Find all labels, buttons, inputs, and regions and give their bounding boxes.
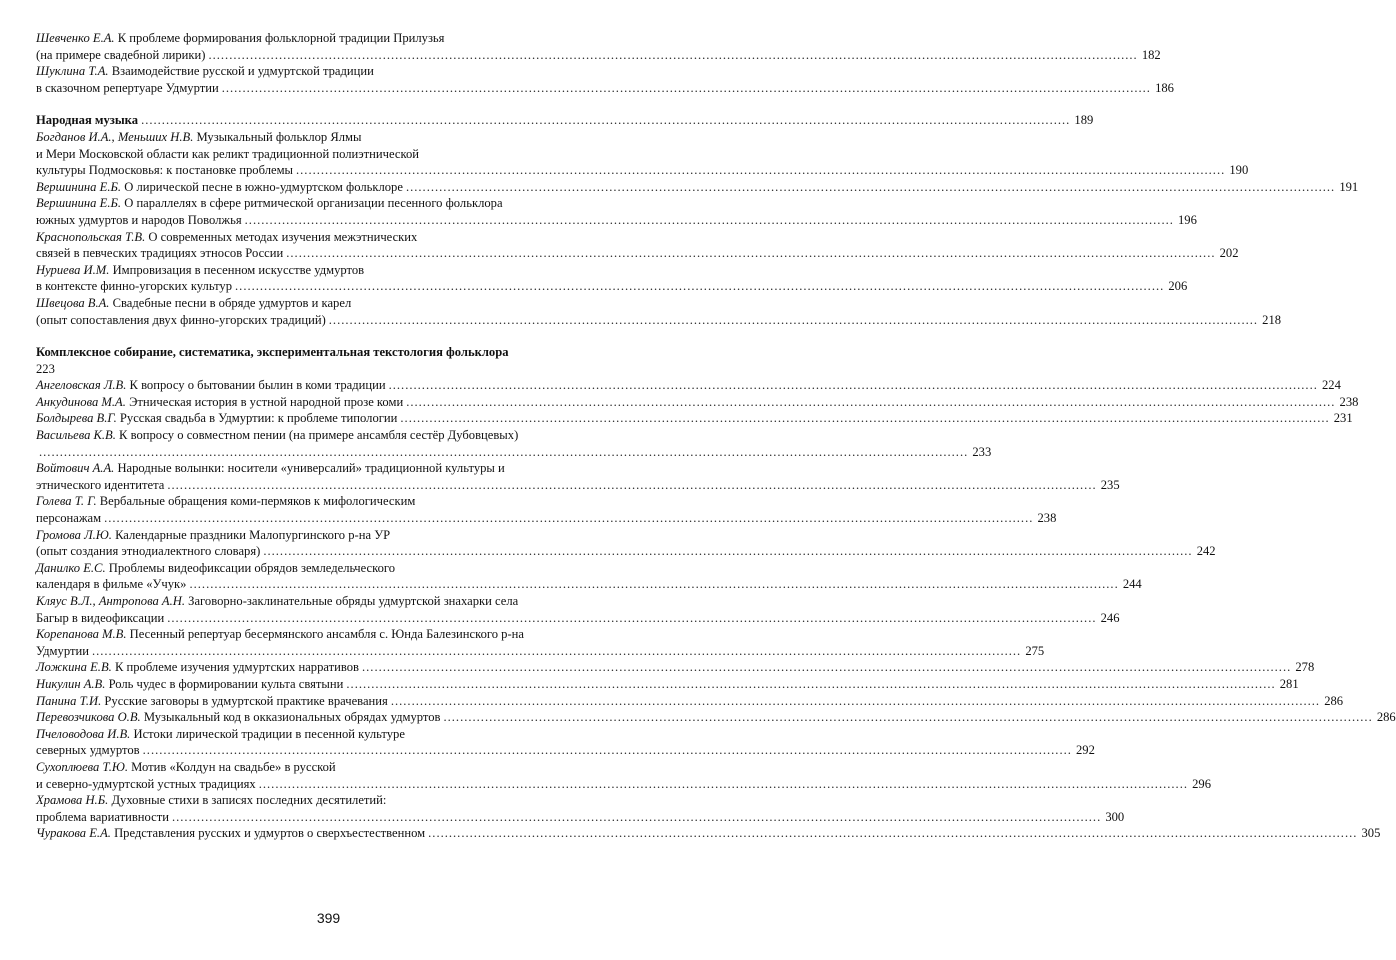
entry-text xyxy=(36,627,524,641)
entry-title-part: Импровизация в песенном искусстве удмуртов xyxy=(112,262,365,277)
entry-text xyxy=(36,230,417,244)
toc-entry-line xyxy=(36,444,992,461)
entry-text xyxy=(36,461,505,475)
entry-text xyxy=(36,312,326,329)
toc-entry xyxy=(36,229,1239,262)
entry-title-part: Музыкальный код в окказиональных обрядах удмуртов xyxy=(143,710,441,725)
toc-entry-line xyxy=(36,427,608,444)
toc-entry-line xyxy=(36,129,608,146)
entry-author: Кляус В.Л., Антропова А.Н. xyxy=(36,594,185,608)
entry-author: Швецова В.А. xyxy=(36,295,110,310)
entry-text xyxy=(36,296,351,310)
entry-author: Вершинина Е.Б. xyxy=(36,196,122,211)
entry-title-part: Этническая история в устной народной прозе коми xyxy=(129,394,404,409)
entry-title-part: К проблеме формирования фольклорной традиции Прилузья xyxy=(117,31,445,45)
entry-page: 238 xyxy=(1339,394,1359,409)
entry-page: 278 xyxy=(1295,660,1315,675)
toc-entry-line xyxy=(36,676,1299,693)
entry-title-part: Взаимодействие русской и удмуртской традиции xyxy=(111,64,374,79)
entry-text xyxy=(36,760,336,774)
toc-entry-line xyxy=(36,610,1120,627)
entry-text xyxy=(36,428,518,442)
entry-title-part: Духовные стихи в записях последних десятилетий: xyxy=(111,793,387,808)
toc-entry-line xyxy=(36,543,1216,560)
entry-text xyxy=(36,494,415,508)
entry-author: Пчеловодова И.В. xyxy=(36,726,131,741)
entry-author: Данилко Е.С. xyxy=(36,560,106,575)
entry-title-part: Проблемы видеофиксации обрядов земледельческого xyxy=(108,560,396,575)
section-title: Комплексное собирание, систематика, экспериментальная текстология фольклора xyxy=(36,345,509,360)
entry-title-part: К вопросу о совместном пении (на примере ансамбля сестёр Дубовцевых) xyxy=(119,428,519,443)
toc-entry xyxy=(36,460,1120,493)
toc-entry-line xyxy=(36,394,1359,411)
toc-entry xyxy=(36,825,1381,842)
toc-entry-line xyxy=(36,80,1174,97)
entry-text xyxy=(36,594,518,608)
toc-entry-line xyxy=(36,47,1161,64)
toc-entry xyxy=(36,195,1197,228)
entry-author: Перевозчикова О.В. xyxy=(36,710,141,725)
leader-dots xyxy=(346,676,1275,693)
toc-entry xyxy=(36,726,1095,759)
entry-text xyxy=(36,510,101,527)
entry-title-part: связей в певческих традициях этносов России xyxy=(36,246,284,261)
entry-text xyxy=(36,179,403,196)
entry-author: Анкудинова М.А. xyxy=(36,394,126,409)
entry-author: Болдырева В.Г. xyxy=(36,411,117,426)
toc-entry xyxy=(36,759,1211,792)
toc-entry xyxy=(36,626,1045,659)
entry-page: 300 xyxy=(1105,809,1125,824)
entry-page: 233 xyxy=(972,444,992,459)
section-title: Народная музыка xyxy=(36,113,139,128)
entry-text xyxy=(36,543,260,560)
toc-entry xyxy=(36,792,1125,825)
toc-entry-line xyxy=(36,493,608,510)
leader-dots xyxy=(39,444,968,461)
leader-dots xyxy=(406,394,1335,411)
leader-dots xyxy=(167,610,1096,627)
toc-entry-line xyxy=(36,560,608,577)
entry-page: 296 xyxy=(1192,776,1211,791)
entry-title-part: и северно-удмуртской устных традициях xyxy=(36,776,256,791)
toc-entry xyxy=(36,527,1216,560)
entry-text xyxy=(36,278,232,295)
toc-entry xyxy=(36,659,1315,676)
toc-entry-line xyxy=(36,825,1381,842)
toc-entry-line xyxy=(36,295,608,312)
entry-author: Корепанова М.В. xyxy=(36,627,127,642)
section-heading-folk-music xyxy=(36,112,1094,129)
entry-title-part: Народные волынки: носители «универсалий» традиционной культуры и xyxy=(117,461,505,476)
toc-entry-line xyxy=(36,229,608,246)
entry-author: Чуракова Е.А. xyxy=(36,826,111,841)
entry-text xyxy=(36,742,140,759)
entry-title-part: (опыт создания этнодиалектного словаря) xyxy=(36,544,261,559)
entry-text xyxy=(36,31,444,45)
toc-group-folklore-tradition xyxy=(36,30,1174,96)
toc-entry-line xyxy=(36,626,608,643)
leader-dots xyxy=(143,742,1072,759)
leader-dots xyxy=(245,212,1174,229)
entry-title-part: Представления русских и удмуртов о сверхъестественном xyxy=(114,826,426,841)
entry-text xyxy=(36,263,364,277)
entry-text xyxy=(36,196,503,210)
leader-dots xyxy=(104,510,1033,527)
toc-entry-line xyxy=(36,212,1197,229)
entry-title-part: Заговорно-заклинательные обряды удмуртской знахарки села xyxy=(188,594,519,608)
leader-dots xyxy=(167,477,1096,494)
entry-text xyxy=(36,410,397,427)
entry-page: 305 xyxy=(1361,826,1381,841)
entry-text xyxy=(36,561,395,575)
toc-entry xyxy=(36,63,1174,96)
entry-page: 244 xyxy=(1122,577,1142,592)
toc-entry-line xyxy=(36,262,608,279)
entry-page: 202 xyxy=(1219,246,1239,261)
toc-entry-line xyxy=(36,576,1142,593)
entry-title-part: в контексте финно-угорских культур xyxy=(36,279,233,294)
entry-author: Ложкина Е.В. xyxy=(36,660,112,675)
toc-entry-line xyxy=(36,63,608,80)
entry-page: 242 xyxy=(1196,544,1216,559)
toc-entry-line xyxy=(36,195,608,212)
entry-text xyxy=(36,825,425,842)
leader-dots xyxy=(428,825,1357,842)
section-page: 223 xyxy=(36,361,55,376)
entry-title-part: Песенный репертуар бесермянского ансамбля с. Юнда Балезинского р-на xyxy=(129,627,524,642)
leader-dots xyxy=(141,112,1070,129)
entry-page: 218 xyxy=(1262,312,1282,327)
entry-author: Панина Т.И. xyxy=(36,693,102,708)
toc-entry-line xyxy=(36,146,608,163)
entry-text xyxy=(36,610,164,627)
entry-author: Шевченко Е.А. xyxy=(36,31,115,45)
leader-dots xyxy=(406,179,1335,196)
entry-title-part: К проблеме изучения удмуртских нарративов xyxy=(114,660,359,675)
section-heading-complex-collection xyxy=(36,344,608,377)
toc-entry-line xyxy=(36,460,608,477)
entry-author: Войтович А.А. xyxy=(36,461,115,476)
toc-entry xyxy=(36,129,1249,179)
toc-entry-line xyxy=(36,245,1239,262)
entry-text xyxy=(36,643,89,660)
toc-entry xyxy=(36,394,1359,411)
toc-entry-line xyxy=(36,410,1353,427)
leader-dots xyxy=(391,693,1320,710)
leader-dots xyxy=(208,47,1137,64)
toc-entry-line xyxy=(36,179,1359,196)
toc-entry xyxy=(36,676,1299,693)
entry-author: Нуриева И.М. xyxy=(36,262,110,277)
entry-text xyxy=(36,64,374,78)
leader-dots xyxy=(222,80,1151,97)
toc-entry-line xyxy=(36,709,1396,726)
entry-text xyxy=(36,477,164,494)
entry-title-part: Истоки лирической традиции в песенной культуре xyxy=(133,726,405,741)
entry-text xyxy=(36,394,403,411)
entry-author: Вершинина Е.Б. xyxy=(36,179,122,194)
toc-entry-line xyxy=(36,527,608,544)
leader-dots xyxy=(235,278,1164,295)
leader-dots xyxy=(172,809,1101,826)
entry-text xyxy=(36,80,219,97)
toc-entry xyxy=(36,410,1353,427)
entry-author: Сухоплюева Т.Ю. xyxy=(36,759,128,774)
leader-dots xyxy=(286,245,1215,262)
entry-title-part: Календарные праздники Малопургинского р-на УР xyxy=(115,527,391,542)
entry-text xyxy=(36,709,440,726)
toc-group-complex-collection xyxy=(36,377,1396,842)
entry-text xyxy=(36,147,419,161)
section-page: 189 xyxy=(1074,113,1094,128)
entry-text xyxy=(36,245,283,262)
toc-entry xyxy=(36,709,1396,726)
entry-page: 206 xyxy=(1168,279,1188,294)
entry-page: 235 xyxy=(1100,477,1120,492)
leader-dots xyxy=(329,312,1258,329)
entry-text xyxy=(36,576,186,593)
toc-entry xyxy=(36,30,1161,63)
entry-title-part: проблема вариативности xyxy=(36,809,169,824)
entry-title-part: персонажам xyxy=(36,511,102,526)
toc-entry xyxy=(36,493,1057,526)
entry-author: Васильева К.В. xyxy=(36,428,116,443)
toc-entry-line xyxy=(36,809,1125,826)
entry-title-part: Багыр в видеофиксации xyxy=(36,610,165,625)
entry-title-part: календаря в фильме «Учук» xyxy=(36,577,187,592)
entry-text xyxy=(36,809,169,826)
entry-author: Голева Т. Г. xyxy=(36,494,97,509)
entry-text xyxy=(36,693,388,710)
leader-dots xyxy=(189,576,1118,593)
toc-entry-line xyxy=(36,776,1211,793)
entry-text xyxy=(36,212,242,229)
entry-text xyxy=(36,47,205,64)
entry-title-part: (на примере свадебной лирики) xyxy=(36,47,206,62)
entry-author: Ангеловская Л.В. xyxy=(36,378,127,393)
toc-entry-line xyxy=(36,312,1282,329)
leader-dots xyxy=(259,776,1188,793)
entry-title-part: (опыт сопоставления двух финно-угорских традиций) xyxy=(36,312,326,327)
entry-text xyxy=(36,377,386,394)
entry-page: 246 xyxy=(1100,610,1120,625)
entry-author: Шуклина Т.А. xyxy=(36,64,109,79)
toc-entry-line xyxy=(36,726,608,743)
entry-title-part: О параллелях в сфере ритмической организации песенного фольклора xyxy=(124,196,503,211)
toc-entry xyxy=(36,693,1344,710)
toc-entry-line xyxy=(36,659,1315,676)
toc-entry-line xyxy=(36,643,1045,660)
toc-entry xyxy=(36,295,1282,328)
entry-text xyxy=(36,793,386,807)
entry-text xyxy=(36,130,361,144)
entry-title-part: Русские заговоры в удмуртской практике врачевания xyxy=(104,693,388,708)
toc-entry-line xyxy=(36,510,1057,527)
toc-entry-line xyxy=(36,792,608,809)
toc-entry xyxy=(36,262,1188,295)
entry-title-part: северных удмуртов xyxy=(36,743,140,758)
entry-text xyxy=(36,162,293,179)
entry-title-part: О современных методах изучения межэтнических xyxy=(148,229,418,244)
entry-title-part: Роль чудес в формировании культа святыни xyxy=(108,676,344,691)
entry-author: Храмова Н.Б. xyxy=(36,793,109,808)
entry-page: 286 xyxy=(1376,710,1396,725)
toc-entry-line xyxy=(36,742,1095,759)
entry-title-part: в сказочном репертуаре Удмуртии xyxy=(36,80,219,95)
toc-entry-line xyxy=(36,162,1249,179)
toc-entry xyxy=(36,179,1359,196)
toc-entry-line xyxy=(36,377,1341,394)
entry-text xyxy=(36,528,390,542)
entry-title-part: Мотив «Колдун на свадьбе» в русской xyxy=(131,759,336,774)
toc-entry-line xyxy=(36,759,608,776)
toc-entry xyxy=(36,427,992,460)
toc-group-folk-music xyxy=(36,129,1359,328)
entry-author: Краснопольская Т.В. xyxy=(36,229,146,244)
entry-page: 196 xyxy=(1178,212,1197,227)
entry-title-part: южных удмуртов и народов Поволжья xyxy=(36,212,242,227)
entry-author: Богданов И.А., Меньших Н.В. xyxy=(36,129,194,144)
entry-author: Никулин А.В. xyxy=(36,676,106,691)
entry-text xyxy=(36,676,343,693)
leader-dots xyxy=(263,543,1192,560)
entry-title-part: Удмуртии xyxy=(36,643,89,658)
entry-page: 224 xyxy=(1321,378,1341,393)
toc-entry-line xyxy=(36,693,1344,710)
entry-text xyxy=(36,727,405,741)
entry-page: 191 xyxy=(1339,179,1359,194)
entry-page: 286 xyxy=(1324,693,1344,708)
toc-entry-line xyxy=(36,593,608,610)
leader-dots xyxy=(362,659,1291,676)
entry-text xyxy=(36,776,256,793)
entry-page: 238 xyxy=(1037,511,1057,526)
entry-page: 292 xyxy=(1076,743,1095,758)
toc-entry-line xyxy=(36,30,608,47)
entry-title-part: К вопросу о бытовании былин в коми традиции xyxy=(129,378,386,393)
entry-page: 182 xyxy=(1141,47,1161,62)
toc-entry xyxy=(36,560,1142,593)
entry-page: 231 xyxy=(1333,411,1353,426)
page-number: 399 xyxy=(316,910,341,926)
leader-dots xyxy=(296,162,1225,179)
entry-text xyxy=(36,659,359,676)
leader-dots xyxy=(400,410,1329,427)
entry-title-part: Свадебные песни в обряде удмуртов и карел xyxy=(112,295,352,310)
entry-title-part: Вербальные обращения коми-пермяков к мифологическим xyxy=(99,494,416,509)
leader-dots xyxy=(92,643,1021,660)
table-of-contents xyxy=(36,30,1396,842)
entry-title-part: Русская свадьба в Удмуртии: к проблеме типологии xyxy=(119,411,398,426)
leader-dots xyxy=(443,709,1372,726)
entry-title-part: О лирической песне в южно-удмуртском фольклоре xyxy=(124,179,403,194)
toc-entry-line xyxy=(36,477,1120,494)
toc-entry xyxy=(36,593,1120,626)
toc-entry-line xyxy=(36,278,1188,295)
entry-title-part: и Мери Московской области как реликт традиционной полиэтнической xyxy=(36,146,419,161)
entry-page: 186 xyxy=(1155,80,1174,95)
entry-title-part: Музыкальный фольклор Ялмы xyxy=(196,129,362,144)
entry-author: Громова Л.Ю. xyxy=(36,527,112,542)
entry-title-part: культуры Подмосковья: к постановке проблемы xyxy=(36,163,293,178)
entry-page: 275 xyxy=(1025,643,1045,658)
toc-entry xyxy=(36,377,1341,394)
entry-title-part: этнического идентитета xyxy=(36,477,165,492)
leader-dots xyxy=(389,377,1318,394)
entry-page: 190 xyxy=(1229,163,1249,178)
entry-page: 281 xyxy=(1279,676,1299,691)
